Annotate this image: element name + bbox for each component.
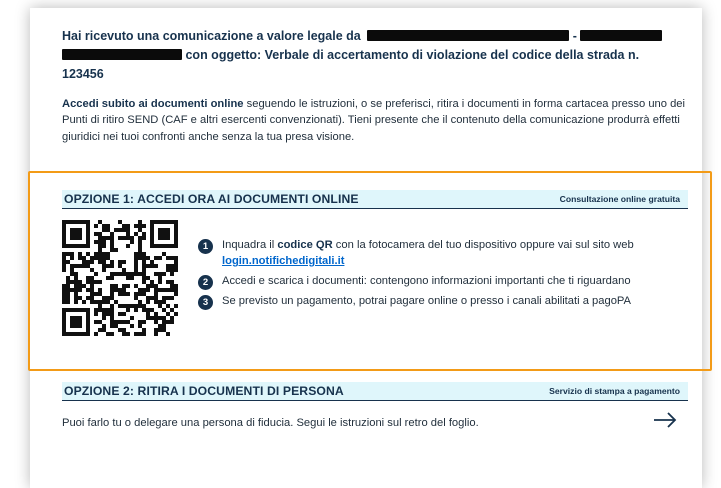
option2-bar — [62, 382, 688, 401]
step-1-post: con la fotocamera del tuo dispositivo oppure vai sul sito web — [332, 239, 634, 251]
redacted-sender-office — [580, 30, 662, 41]
step-number: 1 — [198, 239, 213, 254]
header-dash: - — [572, 29, 577, 43]
notice-header — [62, 27, 702, 84]
option2-tag: Servizio di stampa a pagamento — [549, 386, 680, 396]
option1-title: OPZIONE 1: ACCEDI ORA AI DOCUMENTI ONLINE — [64, 192, 359, 206]
intro-bold: Accedi subito ai documenti online — [62, 98, 244, 110]
header-subject-number: 123456 — [62, 67, 104, 81]
step-2-text: Accedi e scarica i documenti: contengono informazioni importanti che ti riguardano — [222, 275, 631, 287]
option2-text: Puoi farlo tu o delegare una persona di fiducia. Segui le istruzioni sul retro del foglio. — [62, 417, 479, 429]
redacted-sender — [367, 30, 569, 41]
step-1-bold: codice QR — [277, 239, 333, 251]
step-number: 3 — [198, 295, 213, 310]
redacted-sender-name — [62, 49, 182, 60]
option1-tag: Consultazione online gratuita — [559, 194, 680, 204]
step-number: 2 — [198, 275, 213, 290]
intro-rest: seguendo le istruzioni, o se preferisci, ritira i documenti in forma cartacea presso uno dei Punti di ritiro SEND (CAF e altri esercenti convenzionati). Tieni presente che il contenuto della comunicazione produrrà effetti giuridici nei tuoi confronti anche senza la tua presa visione. — [62, 98, 686, 143]
header-subject-text: con oggetto: Verbale di accertamento di violazione del codice della strada n. — [185, 48, 640, 62]
intro-paragraph — [62, 96, 687, 145]
step-3-text: Se previsto un pagamento, potrai pagare online o presso i canali abilitati a pagoPA — [222, 295, 632, 307]
step-1 — [198, 238, 698, 269]
option2-title: OPZIONE 2: RITIRA I DOCUMENTI DI PERSONA — [64, 384, 344, 398]
step-3 — [198, 294, 698, 309]
arrow-right-icon[interactable] — [652, 410, 678, 430]
qr-code-icon[interactable] — [62, 220, 178, 336]
option1-steps — [198, 238, 698, 309]
step-1-pre: Inquadra il — [222, 239, 278, 251]
step-2 — [198, 274, 698, 289]
login-link[interactable]: login.notifichedigitali.it — [222, 255, 345, 267]
option1-bar — [62, 190, 688, 209]
header-line1-text: Hai ricevuto una comunicazione a valore legale da — [62, 29, 361, 43]
